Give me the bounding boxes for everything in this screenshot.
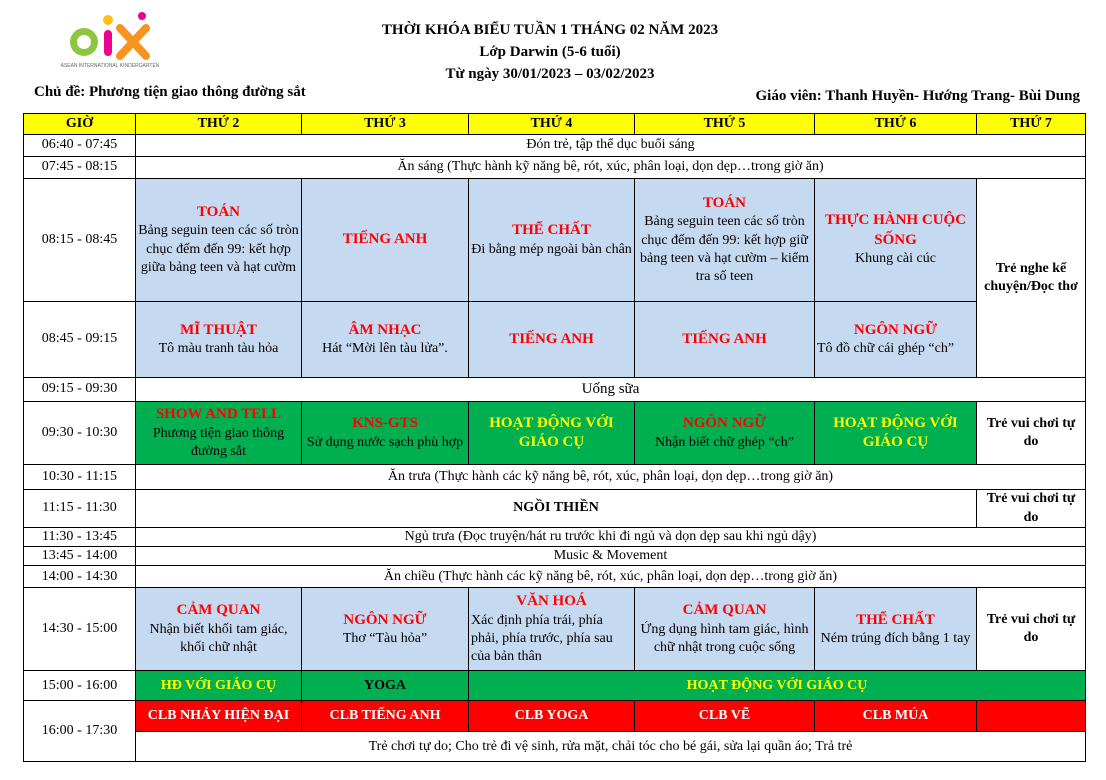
- col-header-tue: THỨ 3: [302, 114, 469, 135]
- time-cell: 06:40 - 07:45: [24, 135, 136, 157]
- activity-cell: Ngủ trưa (Đọc truyện/hát ru trước khi đi ngủ và dọn dẹp sau khi ngủ dậy): [136, 528, 1086, 547]
- activity-cell: [815, 179, 977, 302]
- activity-cell: HĐ VỚI GIÁO CỤ: [136, 671, 302, 701]
- activity-title: TIẾNG ANH: [682, 330, 767, 347]
- teachers-label: Giáo viên: Thanh Huyền- Hướng Trang- Bùi Dung: [755, 88, 1080, 104]
- time-cell: 08:45 - 09:15: [24, 302, 136, 378]
- activity-cell: [815, 402, 977, 465]
- activity-cell: HOẠT ĐỘNG VỚI GIÁO CỤ: [469, 671, 1086, 701]
- activity-cell: [815, 588, 977, 671]
- activity-desc: Xác định phía trái, phía phải, phía trước, phía sau của bản thân: [471, 612, 613, 665]
- table-row: [24, 547, 1086, 566]
- school-logo: [60, 10, 160, 70]
- activity-cell: Ăn chiều (Thực hành các kỹ năng bê, rót, xúc, phân loại, dọn dẹp…trong giờ ăn): [136, 566, 1086, 588]
- club-cell: CLB MÚA: [815, 701, 977, 732]
- activity-cell: Music & Movement: [136, 547, 1086, 566]
- club-cell: CLB YOGA: [469, 701, 635, 732]
- activity-desc: Khung cài cúc: [855, 251, 936, 267]
- saturday-cell: Trẻ nghe kể chuyện/Đọc thơ: [977, 179, 1086, 378]
- saturday-cell: Trẻ vui chơi tự do: [977, 490, 1086, 528]
- activity-title: TIẾNG ANH: [342, 231, 428, 248]
- time-cell: 08:15 - 08:45: [24, 179, 136, 302]
- activity-title: NGÔN NGỮ: [343, 611, 427, 628]
- activity-cell: Uống sữa: [136, 378, 1086, 402]
- activity-cell: [469, 179, 635, 302]
- time-cell: 14:00 - 14:30: [24, 566, 136, 588]
- activity-title: THỂ CHẤT: [856, 611, 935, 628]
- col-header-mon: THỨ 2: [136, 114, 302, 135]
- table-row: [24, 302, 1086, 378]
- time-cell: 10:30 - 11:15: [24, 465, 136, 490]
- activity-cell: [136, 402, 302, 465]
- activity-cell: Ăn sáng (Thực hành kỹ năng bê, rót, xúc, phân loại, dọn dẹp…trong giờ ăn): [136, 157, 1086, 179]
- activity-title: THỰC HÀNH CUỘC SỐNG: [824, 212, 967, 248]
- activity-cell: [136, 179, 302, 302]
- activity-desc: Phương tiện giao thông đường sắt: [152, 425, 285, 459]
- col-header-sat: THỨ 7: [977, 114, 1086, 135]
- activity-cell: [136, 588, 302, 671]
- activity-cell: [469, 588, 635, 671]
- activity-desc: Tô màu tranh tàu hỏa: [158, 341, 279, 357]
- col-header-thu: THỨ 5: [635, 114, 815, 135]
- activity-title: VĂN HOÁ: [516, 593, 587, 610]
- activity-cell: Đón trẻ, tập thể dục buổi sáng: [136, 135, 1086, 157]
- activity-cell: [136, 302, 302, 378]
- activity-cell: [302, 402, 469, 465]
- activity-desc: Ứng dụng hình tam giác, hình chữ nhật trong cuộc sống: [640, 621, 809, 656]
- table-row: [24, 732, 1086, 762]
- time-cell: 07:45 - 08:15: [24, 157, 136, 179]
- table-row: [24, 528, 1086, 547]
- activity-cell: [635, 588, 815, 671]
- class-name: Lớp Darwin (5-6 tuổi): [479, 44, 621, 60]
- activity-title: HOẠT ĐỘNG VỚI GIÁO CỤ: [489, 414, 614, 450]
- header-row: [24, 114, 1086, 135]
- activity-cell: Ăn trưa (Thực hành các kỹ năng bê, rót, xúc, phân loại, dọn dẹp…trong giờ ăn): [136, 465, 1086, 490]
- activity-cell: NGỒI THIỀN: [136, 490, 977, 528]
- time-cell: 11:15 - 11:30: [24, 490, 136, 528]
- table-row: [24, 157, 1086, 179]
- activity-cell: [469, 402, 635, 465]
- time-cell: 14:30 - 15:00: [24, 588, 136, 671]
- activity-cell: Trẻ chơi tự do; Cho trẻ đi vệ sinh, rửa mặt, chải tóc cho bé gái, sửa lại quần áo; Trả trẻ: [136, 732, 1086, 762]
- club-cell: CLB TIẾNG ANH: [302, 701, 469, 732]
- activity-cell: [635, 402, 815, 465]
- club-cell: CLB VẼ: [635, 701, 815, 732]
- timetable: [23, 113, 1086, 762]
- saturday-cell: Trẻ vui chơi tự do: [977, 402, 1086, 465]
- activity-desc: Nhận biết khối tam giác, khối chữ nhật: [149, 621, 288, 656]
- svg-text:ASEAN INTERNATIONAL KINDERGART: ASEAN INTERNATIONAL KINDERGARTEN: [60, 63, 160, 69]
- saturday-cell: Trẻ vui chơi tự do: [977, 588, 1086, 671]
- table-row: [24, 490, 1086, 528]
- activity-cell: [302, 588, 469, 671]
- activity-title: CẢM QUAN: [682, 602, 767, 619]
- time-cell: 16:00 - 17:30: [24, 701, 136, 762]
- table-row: [24, 671, 1086, 701]
- activity-title: KNS-GTS: [352, 415, 418, 432]
- activity-title: NGÔN NGỮ: [853, 321, 938, 338]
- club-cell-empty: [977, 701, 1086, 732]
- activity-title: ÂM NHẠC: [348, 321, 422, 338]
- activity-desc: Ném trúng đích bằng 1 tay: [820, 631, 971, 647]
- table-row: [24, 701, 1086, 732]
- activity-title: TIẾNG ANH: [509, 330, 594, 347]
- schedule-title: THỜI KHÓA BIỂU TUẦN 1 THÁNG 02 NĂM 2023: [381, 22, 719, 38]
- time-cell: 13:45 - 14:00: [24, 547, 136, 566]
- club-cell: CLB NHẢY HIỆN ĐẠI: [136, 701, 302, 732]
- table-row: [24, 465, 1086, 490]
- activity-title: NGÔN NGỮ: [682, 415, 767, 432]
- col-header-fri: THỨ 6: [815, 114, 977, 135]
- activity-desc: Đi bằng mép ngoài bàn chân: [471, 241, 632, 257]
- col-header-time: GIỜ: [24, 114, 136, 135]
- activity-title: THỂ CHẤT: [512, 222, 591, 239]
- activity-desc: Bảng seguin teen các số tròn chục đếm đến 99: kết hợp giữ bảng teen và hạt cườm – kiểm tra số teen: [640, 214, 809, 284]
- activity-title: CẢM QUAN: [176, 602, 261, 619]
- time-cell: 15:00 - 16:00: [24, 671, 136, 701]
- table-row: [24, 566, 1086, 588]
- activity-cell: [469, 302, 635, 378]
- table-row: [24, 135, 1086, 157]
- table-row: [24, 402, 1086, 465]
- activity-desc: Hát “Mời lên tàu lửa”.: [322, 341, 448, 357]
- activity-title: MĨ THUẬT: [180, 321, 257, 338]
- activity-desc: Sử dụng nước sạch phù hợp: [306, 434, 464, 450]
- activity-title: HOẠT ĐỘNG VỚI GIÁO CỤ: [833, 414, 958, 450]
- date-range: Từ ngày 30/01/2023 – 03/02/2023: [445, 66, 655, 82]
- activity-cell: [302, 302, 469, 378]
- topic-label: Chủ đề: Phương tiện giao thông đường sắt: [34, 84, 306, 100]
- table-row: [24, 588, 1086, 671]
- activity-cell: YOGA: [302, 671, 469, 701]
- table-row: [24, 378, 1086, 402]
- time-cell: 11:30 - 13:45: [24, 528, 136, 547]
- activity-title: TOÁN: [702, 194, 747, 211]
- activity-title: SHOW AND TELL: [155, 406, 282, 423]
- time-cell: 09:15 - 09:30: [24, 378, 136, 402]
- activity-desc: Nhận biết chữ ghép “ch”: [655, 434, 794, 450]
- activity-cell: [302, 179, 469, 302]
- time-cell: 09:30 - 10:30: [24, 402, 136, 465]
- table-row: [24, 179, 1086, 302]
- activity-title: TOÁN: [196, 203, 241, 220]
- activity-desc: Tô đồ chữ cái ghép “ch”: [817, 341, 955, 357]
- activity-cell: [815, 302, 977, 378]
- activity-cell: [635, 302, 815, 378]
- activity-desc: Thơ “Tàu hỏa”: [342, 631, 428, 647]
- activity-desc: Bảng seguin teen các số tròn chục đếm đến 99: kết hợp giữa bảng teen và hạt cườm: [138, 223, 299, 275]
- activity-cell: [635, 179, 815, 302]
- col-header-wed: THỨ 4: [469, 114, 635, 135]
